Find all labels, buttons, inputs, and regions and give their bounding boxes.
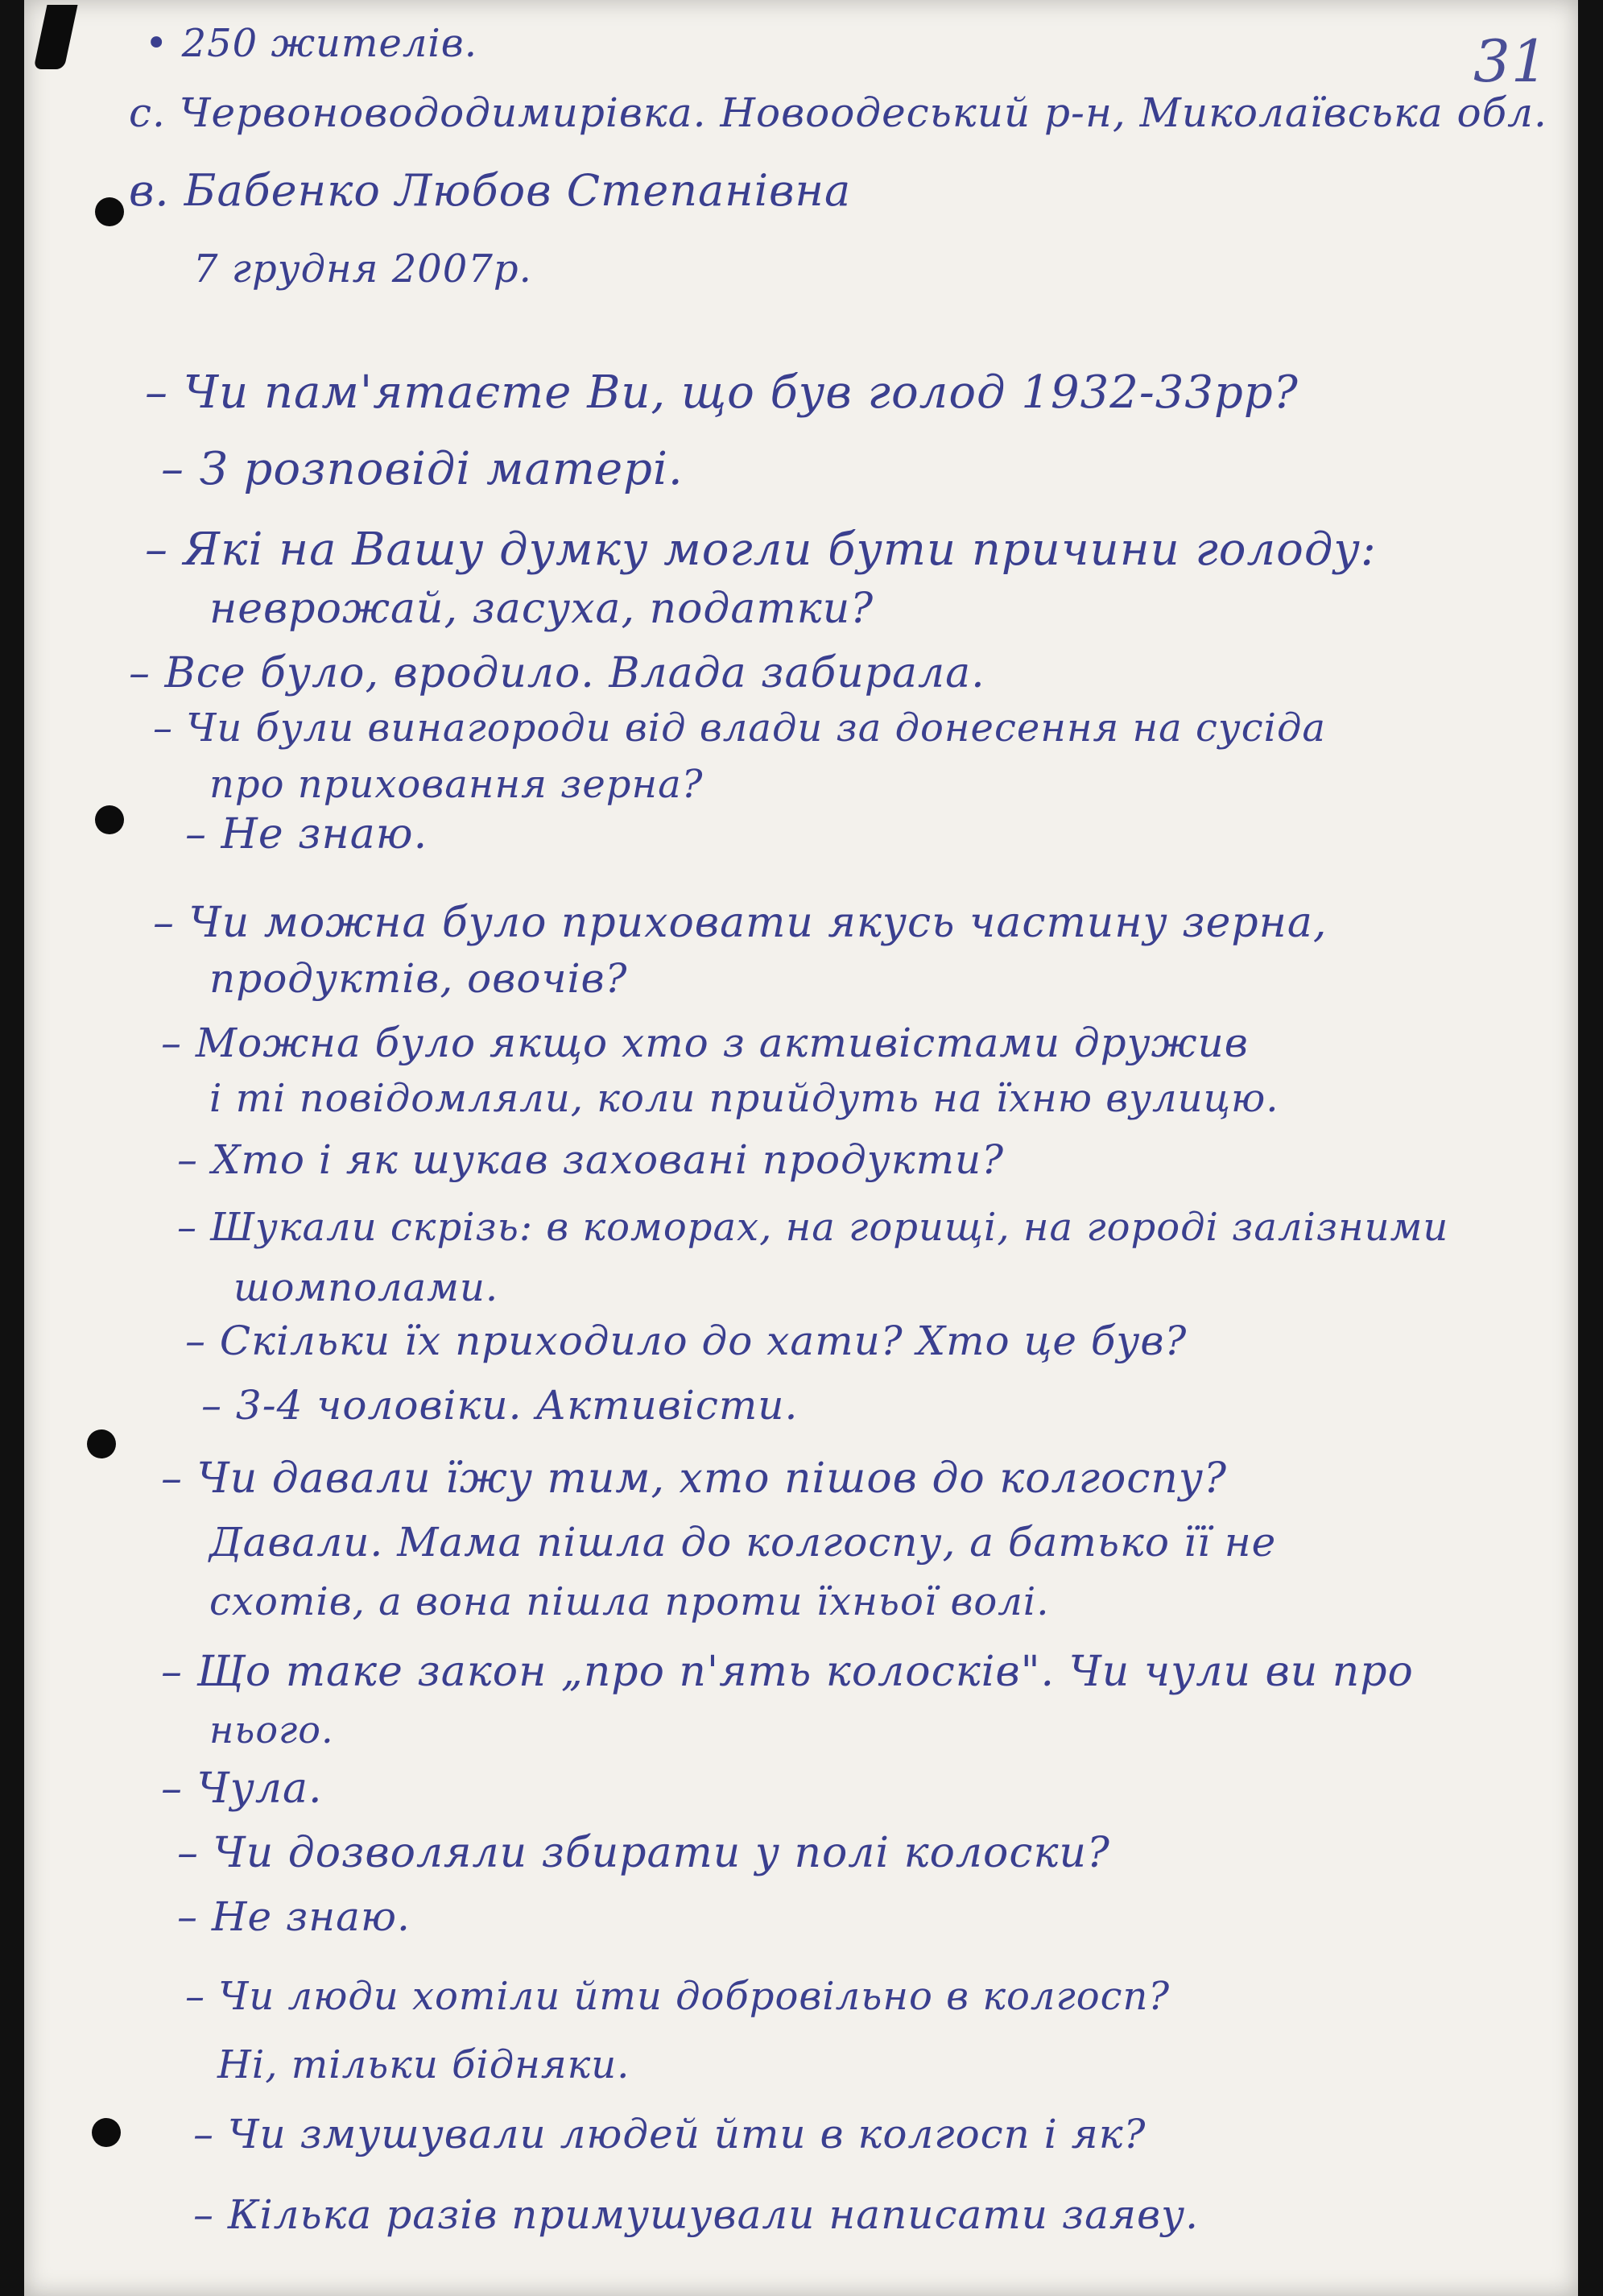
- village-line: с. Червоновододимирівка. Новоодеський р-н, Миколаївська обл.: [129, 89, 1547, 136]
- transcript-line: – Хто і як шукав заховані продукти?: [177, 1136, 1005, 1183]
- punch-mark: [33, 5, 77, 69]
- transcript-line: – Чи змушували людей йти в колгосп і як?: [193, 2111, 1146, 2157]
- transcript-line: Давали. Мама пішла до колгоспу, а батько її не: [209, 1519, 1277, 1566]
- transcript-line: неврожай, засуха, податки?: [209, 585, 874, 633]
- transcript-line: – Шукали скрізь: в коморах, на горищі, на городі залізними: [177, 1205, 1449, 1250]
- document-page: [24, 0, 1578, 2296]
- transcript-line: – Чи дозволяли збирати у полі колоски?: [177, 1829, 1110, 1877]
- transcript-line: нього.: [209, 1708, 334, 1752]
- transcript-line: – Що таке закон „про п'ять колосків". Чи чули ви про: [161, 1648, 1414, 1696]
- respondent-name: в. Бабенко Любов Степанівна: [129, 165, 852, 216]
- transcript-line: – Чи пам'ятаєте Ви, що був голод 1932-33рр?: [145, 366, 1299, 419]
- population-note: • 250 жителів.: [145, 21, 477, 66]
- transcript-line: Ні, тільки бідняки.: [217, 2042, 630, 2087]
- transcript-line: – Все було, вродило. Влада забирала.: [129, 649, 985, 697]
- punch-hole: [87, 1429, 116, 1458]
- transcript-line: шомполами.: [233, 1265, 499, 1310]
- transcript-line: – Які на Вашу думку могли бути причини голоду:: [145, 523, 1377, 576]
- transcript-line: – Не знаю.: [185, 810, 428, 858]
- page-number: 31: [1473, 27, 1549, 95]
- transcript-line: – Не знаю.: [177, 1893, 411, 1940]
- transcript-line: – 3-4 чоловіки. Активісти.: [201, 1382, 799, 1429]
- interview-date: 7 грудня 2007р.: [193, 246, 532, 292]
- transcript-line: – З розповіді матері.: [161, 443, 684, 495]
- punch-hole: [95, 197, 124, 226]
- transcript-line: схотів, а вона пішла проти їхньої волі.: [209, 1579, 1050, 1624]
- punch-hole: [95, 805, 124, 834]
- punch-hole: [92, 2118, 121, 2147]
- transcript-line: – Скільки їх приходило до хати? Хто це був?: [185, 1318, 1188, 1364]
- transcript-line: – Чи можна було приховати якусь частину зерна,: [153, 899, 1328, 947]
- transcript-line: – Чи давали їжу тим, хто пішов до колгоспу?: [161, 1454, 1227, 1503]
- transcript-line: – Чи люди хотіли йти добровільно в колгосп?: [185, 1974, 1171, 2019]
- transcript-line: – Можна було якщо хто з активістами дружив: [161, 1020, 1249, 1066]
- transcript-line: продуктів, овочів?: [209, 955, 628, 1002]
- transcript-line: – Чула.: [161, 1764, 323, 1813]
- transcript-line: – Кілька разів примушували написати заяву.: [193, 2191, 1200, 2238]
- transcript-line: про приховання зерна?: [209, 762, 704, 807]
- transcript-line: – Чи були винагороди від влади за донесення на сусіда: [153, 705, 1326, 751]
- transcript-line: і ті повідомляли, коли прийдуть на їхню вулицю.: [209, 1076, 1279, 1121]
